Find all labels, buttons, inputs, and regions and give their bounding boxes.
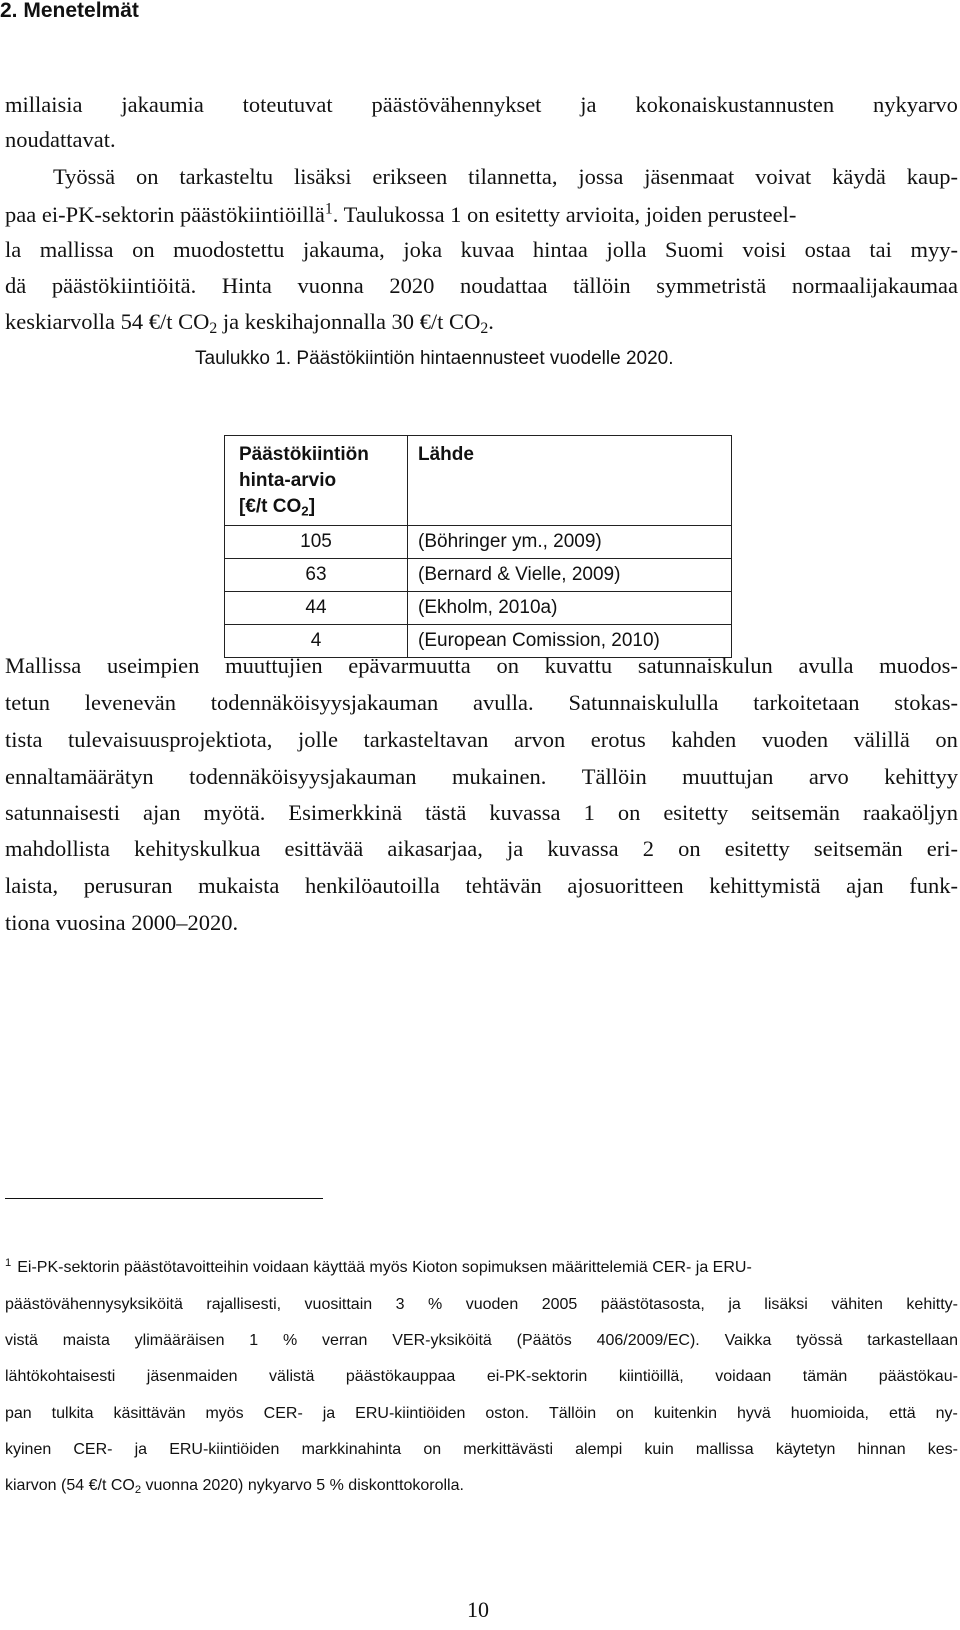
price-cell: 44 <box>225 592 408 625</box>
body-line: Työssä on tarkasteltu lisäksi erikseen tilannetta, jossa jäsenmaat voivat käydä kaup- <box>53 164 958 189</box>
body-line: satunnaisesti ajan myötä. Esimerkkinä tästä kuvassa 1 on esitetty seitsemän raakaöljyn <box>5 800 958 825</box>
footnote-line: kyinen CER- ja ERU-kiintiöiden markkinahinta on merkittävästi alempi kuin mallissa käytetyn hinnan kes- <box>5 1441 958 1458</box>
footnote-line: $^1$ Ei-PK-sektorin päästötavoitteihin voidaan käyttää myös Kioton sopimuksen määrittelemiä CER- ja ERU- <box>5 1256 752 1276</box>
table-row <box>225 526 732 559</box>
body-line: tista tulevaisuusprojektiota, jolle tarkasteltavan arvon erotus kahden vuoden välillä on <box>5 727 958 752</box>
body-line: noudattavat. <box>5 127 116 152</box>
footnote-line: kiarvon (54 €/t $CO_2$ vuonna 2020) nykyarvo 5 % diskonttokorolla. <box>5 1477 464 1496</box>
section-title: 2. Menetelmät <box>0 0 139 22</box>
table-row <box>225 592 732 625</box>
body-line: dä päästökiintiöitä. Hinta vuonna 2020 noudattaa tällöin symmetristä normaalijakaumaa <box>5 273 958 298</box>
source-cell: (Ekholm, 2010a) <box>408 592 732 625</box>
footnote-line: lähtökohtaisesti jäsenmaiden välistä päästökauppaa ei-PK-sektorin kiintiöillä, voidaan tämän päästökau- <box>5 1368 958 1385</box>
table-header-source: Lähde <box>408 436 732 526</box>
price-table <box>224 435 732 658</box>
table-caption: Taulukko 1. Päästökiintiön hintaennusteet vuodelle 2020. <box>195 348 674 369</box>
body-line: millaisia jakaumia toteutuvat päästövähennykset ja kokonaiskustannusten nykyarvo <box>5 92 958 117</box>
body-line: tetun levenevän todennäköisyysjakauman avulla. Satunnaiskululla tarkoitetaan stokas- <box>5 690 958 715</box>
body-line: ennaltamäärätyn todennäköisyysjakauman mukainen. Tällöin muuttujan arvo kehittyy <box>5 764 958 789</box>
body-line: keskiarvolla 54 €/t $CO_2$ ja keskihajonnalla 30 €/t $CO_2$. <box>5 309 494 337</box>
body-line-with-footnote-ref: paa ei-PK-sektorin päästökiintiöillä$^1$. Taulukossa 1 on esitetty arvioita, joiden perusteel- <box>5 200 797 227</box>
source-cell: (Böhringer ym., 2009) <box>408 526 732 559</box>
body-line: tiona vuosina 2000–2020. <box>5 910 239 935</box>
source-cell: (Bernard & Vielle, 2009) <box>408 559 732 592</box>
source-cell: (European Comission, 2010) <box>408 625 732 658</box>
footnote-marker: 1 <box>5 1256 12 1269</box>
body-line: Mallissa useimpien muuttujien epävarmuutta on kuvattu satunnaiskulun avulla muodos- <box>5 653 958 678</box>
footnote-line: päästövähennysyksiköitä rajallisesti, vuosittain 3 % vuoden 2005 päästötasosta, ja lisäksi vähiten kehitty- <box>5 1296 958 1313</box>
price-cell: 105 <box>225 526 408 559</box>
footnote-line: vistä maista ylimääräisen 1 % verran VER-yksiköitä (Päätös 406/2009/EC). Vaikka työssä tarkastellaan <box>5 1332 958 1349</box>
table-row <box>225 559 732 592</box>
footnote-reference[interactable]: 1 <box>324 200 333 218</box>
body-line: mahdollista kehityskulkua esittävää aikasarjaa, ja kuvassa 2 on esitetty seitsemän eri- <box>5 836 958 861</box>
price-cell: 63 <box>225 559 408 592</box>
body-line: la mallissa on muodostettu jakauma, joka kuvaa hintaa jolla Suomi voisi ostaa tai myy- <box>5 237 958 262</box>
price-cell: 4 <box>225 625 408 658</box>
footnote-rule <box>5 1198 323 1199</box>
page-number: 10 <box>467 1597 489 1622</box>
table-header-price: Päästökiintiön hinta-arvio [€/t $CO_2$] <box>225 436 408 526</box>
body-line: laista, perusuran mukaista henkilöautoilla tehtävän ajosuoritteen kehittymistä ajan funk- <box>5 873 958 898</box>
footnote-line: pan tulkita käsittävän myös CER- ja ERU-kiintiöiden oston. Tällöin on kuitenkin hyvä huomioida, että ny- <box>5 1405 958 1422</box>
